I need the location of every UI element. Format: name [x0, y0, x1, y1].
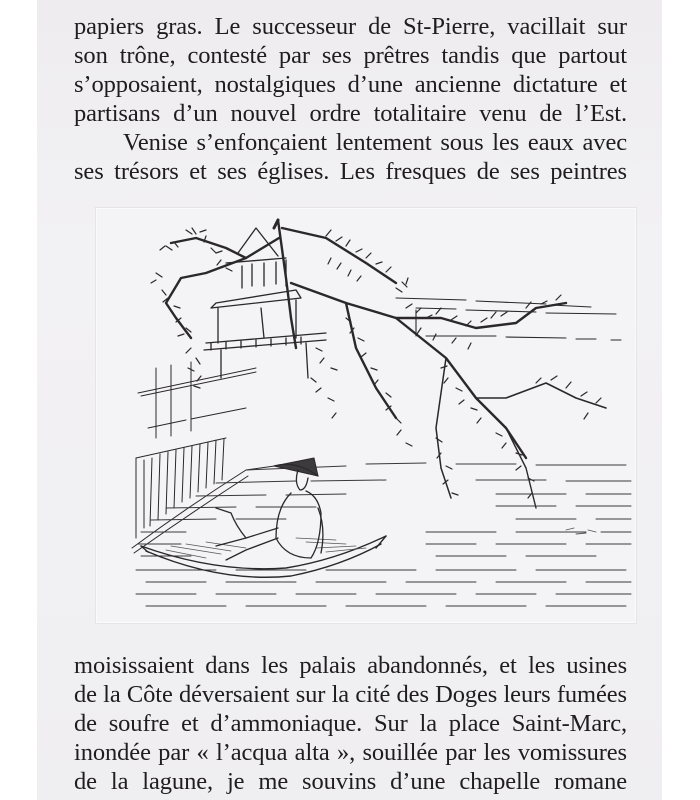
floating-debris [566, 528, 596, 534]
boat [141, 536, 386, 577]
boatman-with-conical-hat [216, 458, 323, 560]
text-block-bottom [74, 651, 627, 796]
engraving-illustration [96, 208, 636, 623]
boat-interior [166, 538, 366, 558]
text-line: de la lagune, je me souvins d’une chapelle romane [74, 768, 627, 795]
stockade-wall [132, 362, 296, 553]
text-block-top [74, 12, 627, 186]
text-line: inondée par « l’acqua alta », souillée par les vomissures [74, 739, 627, 766]
text-line: papiers gras. Le successeur de St-Pierre, vacillait sur [74, 13, 627, 40]
illustration-plate [95, 207, 637, 624]
text-line-indented: Venise s’enfonçaient lentement sous les eaux avec [123, 129, 627, 156]
text-line: son trône, contesté par ses prêtres tandis que partout [74, 42, 627, 69]
text-line: de la Côte déversaient sur la cité des Doges leurs fumées [74, 681, 627, 708]
water-lines [136, 463, 631, 606]
text-line: ses trésors et ses églises. Les fresques de ses peintres [74, 158, 627, 185]
text-line: partisans d’un nouvel ordre totalitaire venu de l’Est. [74, 100, 627, 127]
book-page [37, 0, 662, 800]
text-line: s’opposaient, nostalgiques d’une ancienne dictature et [74, 71, 627, 98]
text-line: moisissaient dans les palais abandonnés, et les usines [74, 652, 627, 679]
text-line: de soufre et d’ammoniaque. Sur la place Saint-Marc, [74, 710, 627, 737]
